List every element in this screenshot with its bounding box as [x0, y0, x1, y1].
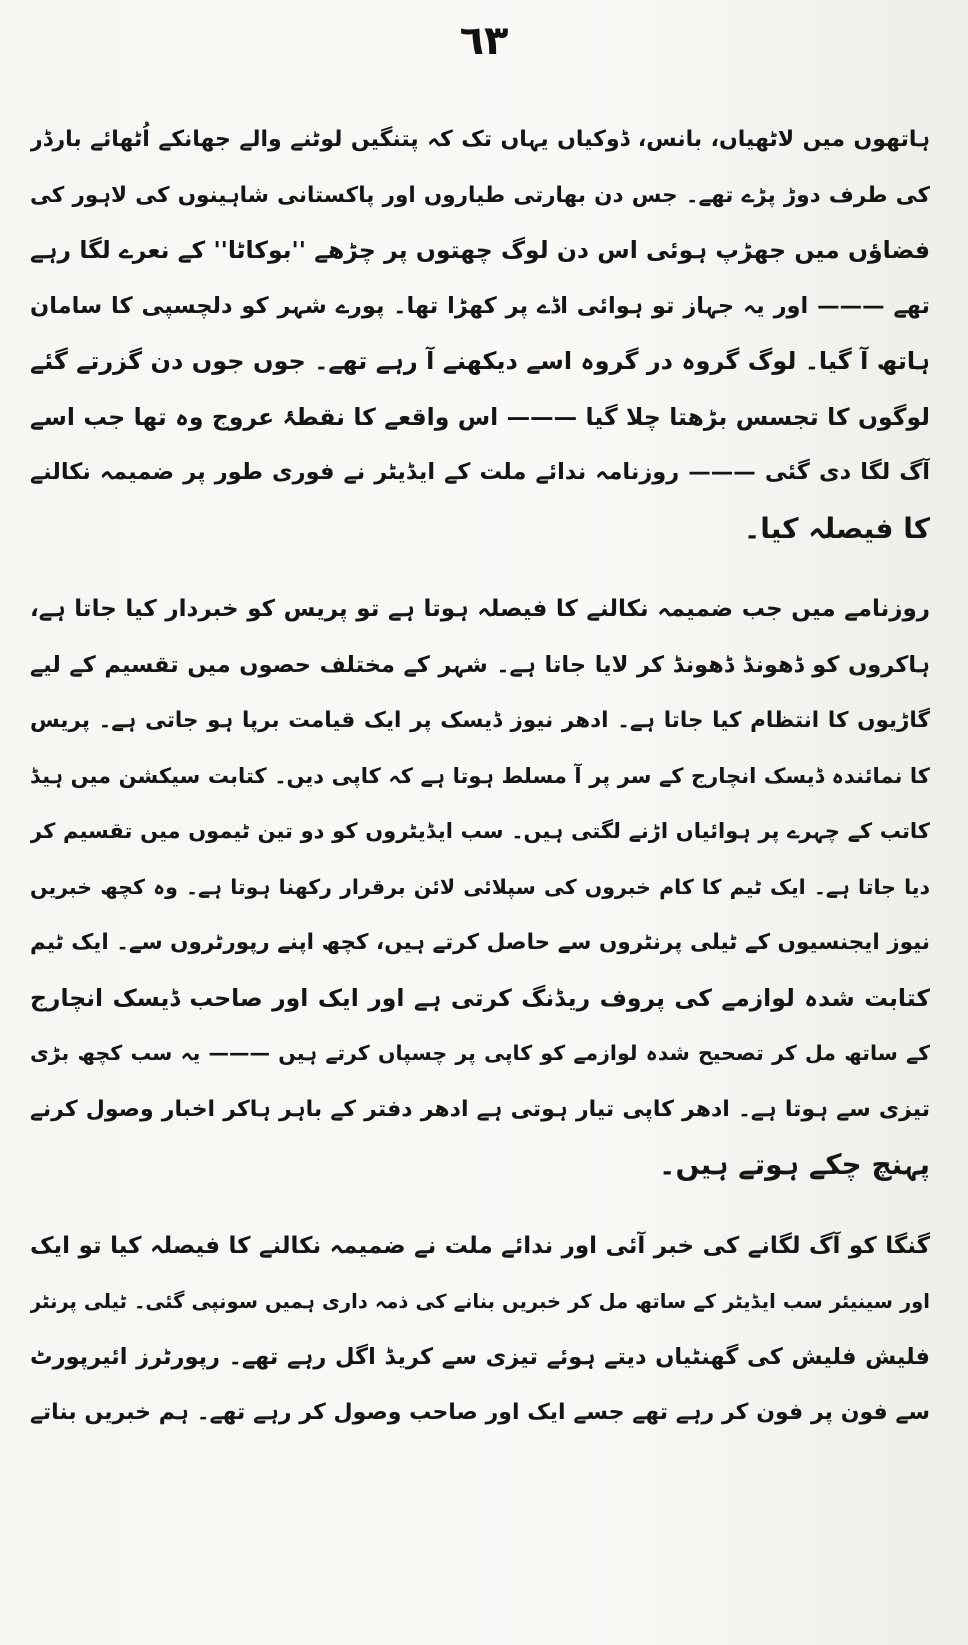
paragraph-3 — [30, 1219, 930, 1441]
text-line: کا فیصلہ کیا۔ — [743, 511, 930, 545]
text-line: دیا جاتا ہے۔ ایک ٹیم کا کام خبروں کی سپلائی لائن برقرار رکھنا ہوتا ہے۔ وہ کچھ خبریں — [30, 874, 930, 899]
text-line: فلیش فلیش کی گھنٹیاں دیتے ہوئے تیزی سے کریڈ اگل رہے تھے۔ رپورٹرز ائیرپورٹ — [30, 1343, 930, 1370]
text-line: فضاؤں میں جھڑپ ہوئی اس دن لوگ چھتوں پر چڑھے ''بوکاٹا'' کے نعرے لگا رہے — [30, 236, 930, 264]
text-line: تیزی سے ہوتا ہے۔ ادھر کاپی تیار ہوتی ہے ادھر دفتر کے باہر ہاکر اخبار وصول کرنے — [30, 1096, 930, 1122]
paragraph-1 — [30, 112, 930, 556]
text-line: آگ لگا دی گئی ——— روزنامہ ندائے ملت کے ایڈیٹر نے فوری طور پر ضمیمہ نکالنے — [30, 459, 930, 485]
page-text — [30, 112, 930, 1632]
text-line: گاڑیوں کا انتظام کیا جاتا ہے۔ ادھر نیوز ڈیسک پر ایک قیامت برپا ہو جاتی ہے۔ پریس — [30, 708, 930, 733]
text-line: اور سینیئر سب ایڈیٹر کے ساتھ مل کر خبریں بنانے کی ذمہ داری ہمیں سونپی گئی۔ ٹیلی پرنٹر — [30, 1290, 930, 1313]
paragraph-2 — [30, 582, 930, 1193]
text-line: کا نمائندہ ڈیسک انچارج کے سر پر آ مسلط ہوتا ہے کہ کاپی دیں۔ کتابت سیکشن میں ہیڈ — [30, 763, 930, 788]
text-line: ہاتھ آ گیا۔ لوگ گروہ در گروہ اسے دیکھنے آ رہے تھے۔ جوں جوں دن گزرتے گئے — [30, 347, 930, 375]
text-line: روزنامے میں جب ضمیمہ نکالنے کا فیصلہ ہوتا ہے تو پریس کو خبردار کیا جاتا ہے، — [30, 596, 930, 622]
text-line: کے ساتھ مل کر تصحیح شدہ لوازمے کو کاپی پر چسپاں کرتے ہیں ——— یہ سب کچھ بڑی — [30, 1041, 930, 1065]
text-line: سے فون پر فون کر رہے تھے جسے ایک اور صاحب وصول کر رہے تھے۔ ہم خبریں بناتے — [30, 1400, 930, 1425]
text-line: لوگوں کا تجسس بڑھتا چلا گیا ——— اس واقعے کا نقطۂ عروج وہ تھا جب اسے — [30, 402, 930, 431]
text-line: کتابت شدہ لوازمے کی پروف ریڈنگ کرتی ہے اور ایک اور صاحب ڈیسک انچارج — [30, 983, 930, 1012]
text-line: ہاتھوں میں لاٹھیاں، بانس، ڈوکیاں یہاں تک کہ پتنگیں لوٹنے والے جھانکے اُٹھائے بارڈر — [30, 127, 930, 152]
text-line: پہنچ چکے ہوتے ہیں۔ — [659, 1148, 930, 1181]
text-line: کی طرف دوڑ پڑے تھے۔ جس دن بھارتی طیاروں اور پاکستانی شاہینوں کی لاہور کی — [30, 182, 930, 208]
text-line: گنگا کو آگ لگانے کی خبر آئی اور ندائے ملت نے ضمیمہ نکالنے کا فیصلہ کیا تو ایک — [30, 1232, 930, 1259]
text-line: ہاکروں کو ڈھونڈ ڈھونڈ کر لایا جاتا ہے۔ شہر کے مختلف حصوں میں تقسیم کے لیے — [30, 651, 930, 678]
text-line: تھے ——— اور یہ جہاز تو ہوائی اڈے پر کھڑا تھا۔ پورے شہر کو دلچسپی کا سامان — [30, 292, 930, 319]
page-number: ٦٣ — [459, 18, 509, 64]
text-line: کاتب کے چہرے پر ہوائیاں اڑنے لگتی ہیں۔ سب ایڈیٹروں کو دو تین ٹیموں میں تقسیم کر — [30, 819, 930, 843]
text-line: نیوز ایجنسیوں کے ٹیلی پرنٹروں سے حاصل کرتے ہیں، کچھ اپنے رپورٹروں سے۔ ایک ٹیم — [30, 930, 930, 955]
